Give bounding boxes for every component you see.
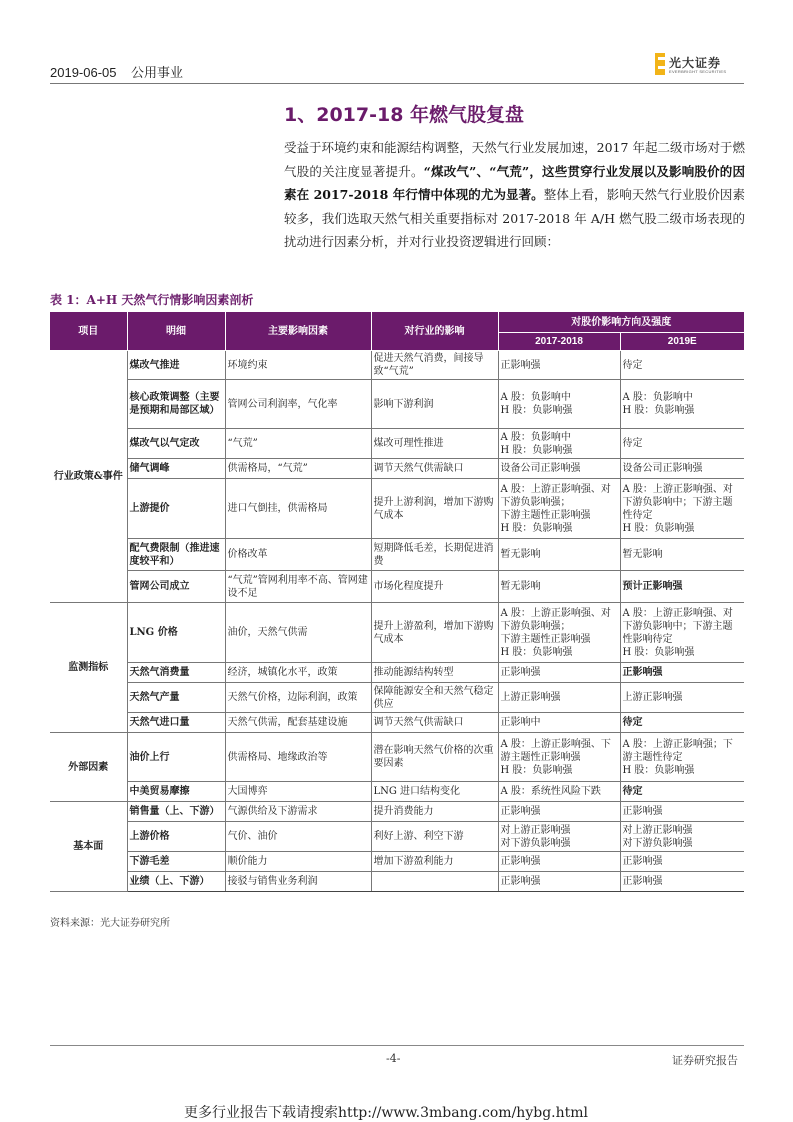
row-factor: “气荒” [225, 429, 371, 459]
row-2017: 正影响强 [498, 802, 620, 822]
row-detail: 煤改气以气定改 [127, 429, 225, 459]
row-impact: 促进天然气消费，间接导致“气荒” [371, 351, 498, 380]
row-factor: 进口气倒挂，供需格局 [225, 479, 371, 539]
row-2019: A 股：上游正影响强、对下游负影响中；下游主题性影响待定 H 股：负影响强 [620, 603, 744, 663]
row-factor: 供需格局、地缘政治等 [225, 733, 371, 782]
row-2017: 上游正影响强 [498, 683, 620, 713]
row-factor: 接驳与销售业务利润 [225, 872, 371, 892]
header-divider [50, 83, 744, 84]
row-factor: 经济，城镇化水平，政策 [225, 663, 371, 683]
row-factor: 天然气价格，边际利润，政策 [225, 683, 371, 713]
report-date-sector [50, 62, 183, 81]
header-direction: 对股价影响方向及强度 [498, 312, 744, 333]
row-factor: 油价，天然气供需 [225, 603, 371, 663]
row-impact: 潜在影响天然气价格的次重要因素 [371, 733, 498, 782]
row-factor: 大国博弈 [225, 782, 371, 802]
factor-table [50, 311, 744, 892]
row-2017: A 股：上游正影响强、对下游负影响强； 下游主题性正影响强 H 股：负影响强 [498, 479, 620, 539]
header-2017-2018: 2017-2018 [498, 333, 620, 351]
row-detail: 储气调峰 [127, 459, 225, 479]
row-impact [371, 872, 498, 892]
row-2019: 正影响强 [620, 663, 744, 683]
page-number: -4- [386, 1052, 401, 1065]
row-detail: 中美贸易摩擦 [127, 782, 225, 802]
row-impact: 利好上游、利空下游 [371, 822, 498, 852]
report-date: 2019-06-05 [50, 65, 117, 80]
row-detail: 销售量（上、下游） [127, 802, 225, 822]
download-link-text[interactable]: 更多行业报告下载请搜索http://www.3mbang.com/hybg.html [184, 1105, 588, 1121]
row-detail: 下游毛差 [127, 852, 225, 872]
row-factor: “气荒”管网利用率不高、管网建设不足 [225, 571, 371, 603]
row-2019: 暂无影响 [620, 539, 744, 571]
footer-divider [50, 1045, 744, 1046]
intro-part-1: 受益于环境约束和能源结构调整，天然气行业发展加速，2017 年起二级市场对于燃气股的关注度显著提升。 [284, 140, 745, 179]
row-factor: 价格改革 [225, 539, 371, 571]
row-2019: 上游正影响强 [620, 683, 744, 713]
row-2019: 设备公司正影响强 [620, 459, 744, 479]
row-2017: 设备公司正影响强 [498, 459, 620, 479]
category-monitor: 监测指标 [50, 603, 127, 733]
table-caption: 表 1：A+H 天然气行情影响因素剖析 [50, 293, 254, 307]
category-fundamental: 基本面 [50, 802, 127, 892]
row-2019: 对上游正影响强 对下游负影响强 [620, 822, 744, 852]
header-2019e: 2019E [620, 333, 744, 351]
row-2019: 待定 [620, 713, 744, 733]
row-detail: 核心政策调整（主要是预期和局部区域） [127, 380, 225, 429]
row-2017: 暂无影响 [498, 571, 620, 603]
row-impact: 提升上游利润，增加下游购气成本 [371, 479, 498, 539]
row-detail: 煤改气推进 [127, 351, 225, 380]
row-detail: 上游提价 [127, 479, 225, 539]
row-impact: 煤改可理性推进 [371, 429, 498, 459]
row-2017: 正影响强 [498, 852, 620, 872]
row-detail: LNG 价格 [127, 603, 225, 663]
row-2019: 正影响强 [620, 802, 744, 822]
report-sector: 公用事业 [130, 65, 183, 80]
row-impact: 调节天然气供需缺口 [371, 713, 498, 733]
row-2017: A 股：系统性风险下跌 [498, 782, 620, 802]
factor-table-wrapper [50, 311, 744, 892]
row-2019: 正影响强 [620, 852, 744, 872]
row-2019: 待定 [620, 782, 744, 802]
row-impact: 影响下游利润 [371, 380, 498, 429]
row-impact: LNG 进口结构变化 [371, 782, 498, 802]
row-factor: 气源供给及下游需求 [225, 802, 371, 822]
row-2019: A 股：负影响中 H 股：负影响强 [620, 380, 744, 429]
row-2019: A 股：上游正影响强、对下游负影响中；下游主题性待定 H 股：负影响强 [620, 479, 744, 539]
row-impact: 短期降低毛差，长期促进消费 [371, 539, 498, 571]
row-2017: A 股：负影响中 H 股：负影响强 [498, 429, 620, 459]
logo-en-text: EVERBRIGHT SECURITIES [669, 69, 727, 74]
logo-cn-text: 光大证券 [669, 56, 722, 70]
intro-part-3: 整体上看，影响天然气行业股价因素较多，我们选取天然气相关重要指标对 2017-2018 年 A/H 燃气股二级市场表现的扰动进行因素分析，并对行业投资逻辑进行回顾： [284, 187, 745, 249]
header-item: 项目 [50, 312, 127, 351]
row-2017: 对上游正影响强 对下游负影响强 [498, 822, 620, 852]
header-detail: 明细 [127, 312, 225, 351]
row-impact: 推动能源结构转型 [371, 663, 498, 683]
row-factor: 管网公司利润率，气化率 [225, 380, 371, 429]
intro-part-2-bold: “煤改气”、“气荒”，这些贯穿行业发展以及影响股价的因素在 2017-2018 年行情中体现的尤为显著。 [284, 163, 745, 202]
row-detail: 油价上行 [127, 733, 225, 782]
row-factor: 顺价能力 [225, 852, 371, 872]
row-impact: 提升消费能力 [371, 802, 498, 822]
logo-mark-icon [655, 53, 665, 75]
everbright-logo [655, 53, 755, 77]
row-factor: 供需格局，“气荒” [225, 459, 371, 479]
row-2019: 正影响强 [620, 872, 744, 892]
row-2017: 正影响强 [498, 872, 620, 892]
row-detail: 管网公司成立 [127, 571, 225, 603]
row-detail: 天然气消费量 [127, 663, 225, 683]
row-2017: 正影响中 [498, 713, 620, 733]
row-2019: 预计正影响强 [620, 571, 744, 603]
row-2017: 正影响强 [498, 663, 620, 683]
table-source: 资料来源：光大证券研究所 [50, 918, 170, 929]
row-detail: 上游价格 [127, 822, 225, 852]
intro-paragraph [284, 136, 745, 254]
row-factor: 气价、油价 [225, 822, 371, 852]
row-impact: 提升上游盈利，增加下游购气成本 [371, 603, 498, 663]
header-factor: 主要影响因素 [225, 312, 371, 351]
row-detail: 配气费限制（推进速度较平和） [127, 539, 225, 571]
category-external: 外部因素 [50, 733, 127, 802]
header-impact: 对行业的影响 [371, 312, 498, 351]
row-2017: A 股：上游正影响强、下游主题性正影响强 H 股：负影响强 [498, 733, 620, 782]
category-policy: 行业政策&事件 [50, 351, 127, 603]
row-2019: 待定 [620, 351, 744, 380]
row-impact: 保障能源安全和天然气稳定供应 [371, 683, 498, 713]
row-impact: 市场化程度提升 [371, 571, 498, 603]
row-factor: 天然气供需，配套基建设施 [225, 713, 371, 733]
row-2019: A 股：上游正影响强；下游主题性待定 H 股：负影响强 [620, 733, 744, 782]
row-2019: 待定 [620, 429, 744, 459]
row-2017: A 股：上游正影响强、对下游负影响强； 下游主题性正影响强 H 股：负影响强 [498, 603, 620, 663]
row-detail: 天然气产量 [127, 683, 225, 713]
row-factor: 环境约束 [225, 351, 371, 380]
row-2017: 暂无影响 [498, 539, 620, 571]
footer-report-type: 证券研究报告 [672, 1054, 738, 1067]
row-impact: 调节天然气供需缺口 [371, 459, 498, 479]
row-2017: 正影响强 [498, 351, 620, 380]
row-detail: 天然气进口量 [127, 713, 225, 733]
section-title: 1、2017-18 年燃气股复盘 [284, 104, 525, 126]
row-impact: 增加下游盈利能力 [371, 852, 498, 872]
row-detail: 业绩（上、下游） [127, 872, 225, 892]
row-2017: A 股：负影响中 H 股：负影响强 [498, 380, 620, 429]
